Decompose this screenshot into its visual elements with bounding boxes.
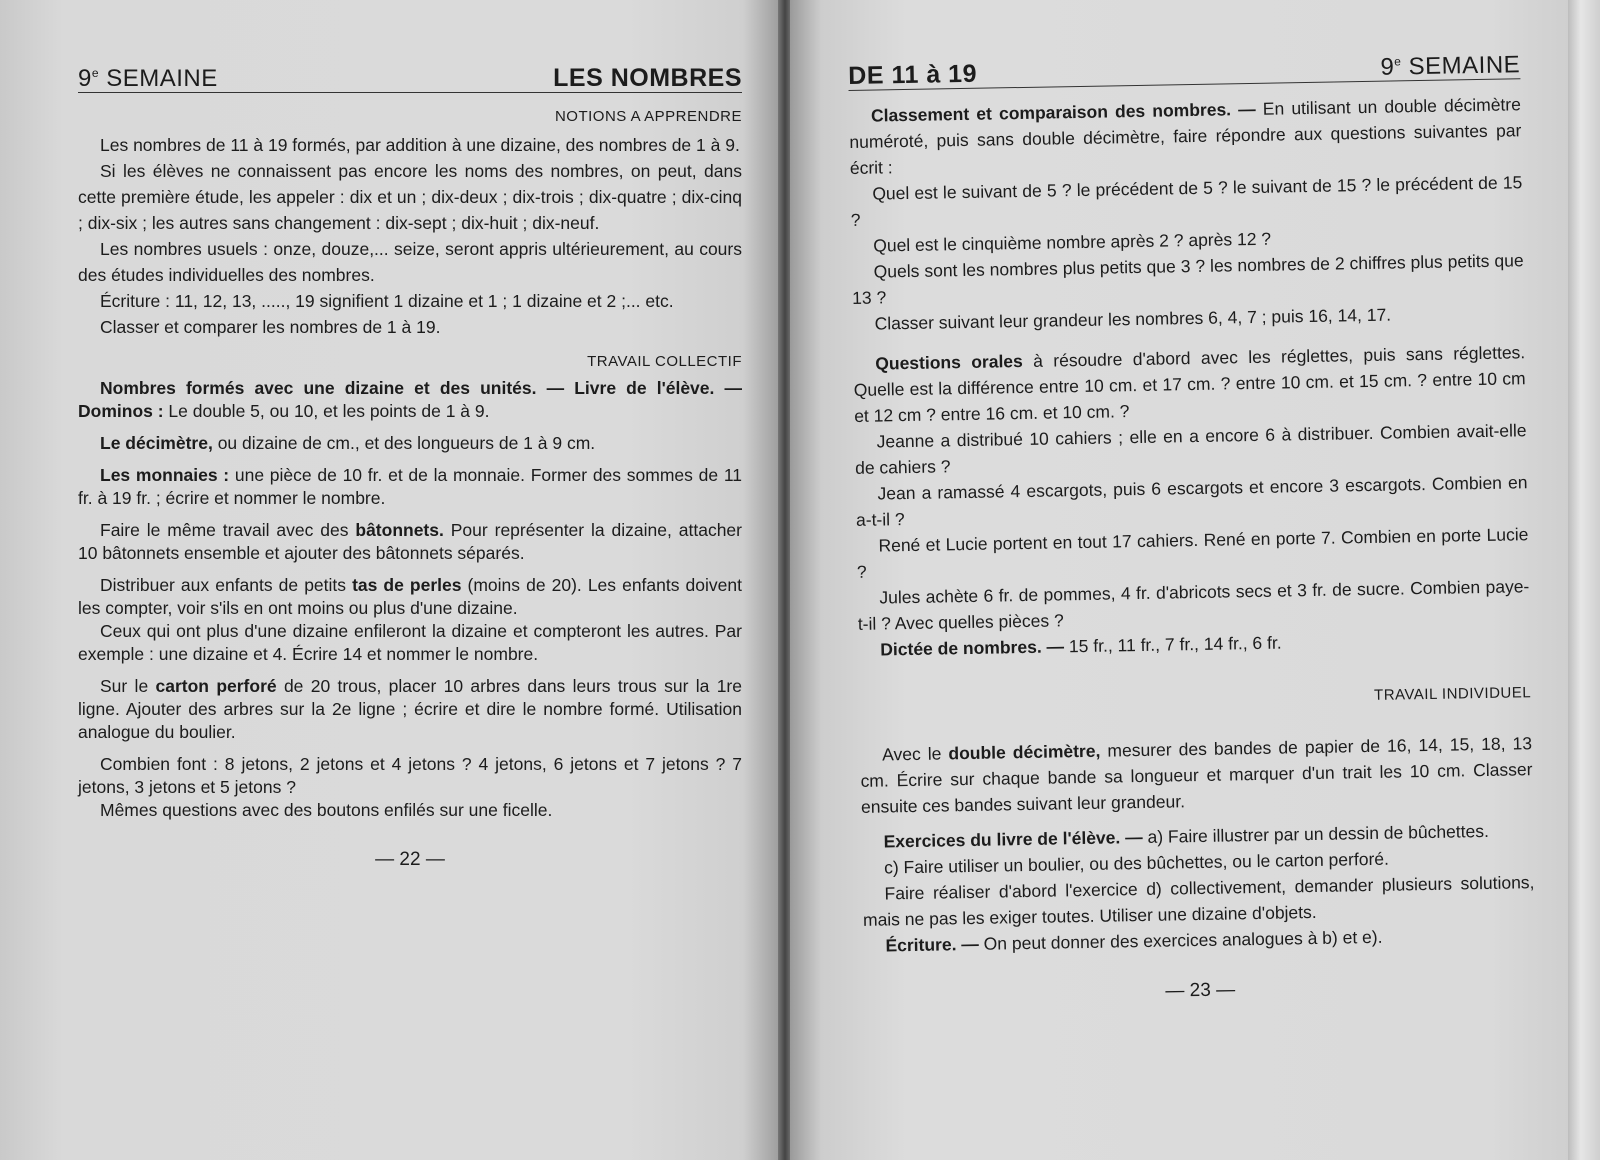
text-run: à résoudre d'abord avec les réglettes, puis sans réglettes. Quelle est la différence entre 10 cm. et 17 cm. ? entre 10 cm. et 15 cm. ? entre 10 cm et 12 cm ? entre 16 cm. et 10 cm. ? <box>853 342 1526 426</box>
text-run: Si les élèves ne connaissent pas encore les noms des nombres, on peut, dans cette première étude, les appeler : dix et un ; dix-deux ; dix-trois ; dix-quatre ; dix-cinq ; dix-six ; les autres sans changement : dix-sept ; dix-huit ; dix-neuf. <box>78 161 742 233</box>
paragraph <box>853 339 1526 429</box>
paragraph <box>78 675 742 744</box>
section-title: NOTIONS A APPRENDRE <box>554 108 742 125</box>
bold-text: Écriture. — <box>885 933 979 956</box>
text-run: Jeanne a distribué 10 cahiers ; elle en a encore 6 à distribuer. Combien avait-elle de cahiers ? <box>854 420 1527 478</box>
bold-text: Le décimètre, <box>100 433 213 453</box>
text-run: mesurer des bandes de papier de 16, 14, 15, 18, 13 cm. Écrire sur chaque bande sa longueur et marquer d'un trait les 10 cm. Classer ensuite ces bandes suivant leur grandeur. <box>860 733 1533 817</box>
right-page <box>790 0 1568 1160</box>
paragraph <box>78 132 742 158</box>
text-run: c) Faire utiliser un boulier, ou des bûchettes, ou le carton perforé. <box>883 848 1390 878</box>
text-run: Faire le même travail avec des <box>100 520 356 540</box>
bold-text: tas de perles <box>352 575 462 595</box>
text-run: Quels sont les nombres plus petits que 3 ? les nombres de 2 chiffres plus petits que 13 ? <box>851 250 1524 308</box>
text-run: Les nombres de 11 à 19 formés, par addition à une dizaine, des nombres de 1 à 9. <box>100 135 740 155</box>
text-run: a) Faire illustrer par un dessin de bûchettes. <box>1142 820 1490 847</box>
paragraph <box>78 158 742 236</box>
text-run: Sur le <box>100 676 156 696</box>
text-run: Classer suivant leur grandeur les nombres 6, 4, 7 ; puis 16, 14, 17. <box>874 304 1392 334</box>
bold-text: Dictée de nombres. — <box>880 636 1065 660</box>
week-number: 9 <box>1380 53 1395 81</box>
text-run: Jules achète 6 fr. de pommes, 4 fr. d'abricots secs et 3 fr. de sucre. Combien paye-t-il ? Avec quelles pièces ? <box>857 576 1530 634</box>
paragraph <box>78 377 742 423</box>
text-run: René et Lucie portent en tout 17 cahiers. René en porte 7. Combien en porte Lucie ? <box>856 524 1529 582</box>
paragraph <box>78 574 742 620</box>
bold-text: Questions orales <box>875 350 1023 374</box>
section-title: TRAVAIL COLLECTIF <box>587 353 742 370</box>
paragraph <box>78 314 742 340</box>
text-run: Écriture : 11, 12, 13, ....., 19 signifient 1 dizaine et 1 ; 1 dizaine et 2 ;... etc. <box>100 291 674 311</box>
text-run: Distribuer aux enfants de petits <box>100 575 353 595</box>
text-run: Classer et comparer les nombres de 1 à 19. <box>100 317 441 337</box>
text-run: Avec le <box>881 743 949 765</box>
text-run: On peut donner des exercices analogues à b) et e). <box>978 926 1383 954</box>
week-label <box>78 62 218 90</box>
page-title: LES NOMBRES <box>553 64 742 92</box>
page-edges <box>1568 0 1600 1160</box>
bold-text: double décimètre, <box>948 740 1101 764</box>
text-run: Combien font : 8 jetons, 2 jetons et 4 jetons ? 4 jetons, 6 jetons et 7 jetons ? 7 jetons, 3 jetons et 5 jetons ? <box>78 754 742 797</box>
bold-text: Les monnaies : <box>100 465 230 485</box>
text-run: Ceux qui ont plus d'une dizaine enfileront la dizaine et compteront les autres. Par exemple : une dizaine et 4. Écrire 14 et nommer le nombre. <box>78 621 742 664</box>
page-number: — 23 — <box>1165 979 1236 1002</box>
paragraph <box>78 464 742 510</box>
paragraph <box>78 288 742 314</box>
page-title: DE 11 à 19 <box>848 59 978 90</box>
paragraph <box>78 799 742 822</box>
paragraph <box>849 91 1522 181</box>
text-run: Jean a ramassé 4 escargots, puis 6 escargots et encore 3 escargots. Combien en a-t-il ? <box>855 472 1528 530</box>
paragraph <box>78 432 742 455</box>
left-page-content <box>78 62 742 871</box>
text-run: Quel est le suivant de 5 ? le précédent de 5 ? le suivant de 15 ? le précédent de 15 ? <box>850 172 1523 230</box>
text-run: Pour représenter la dizaine, attacher 10 bâtonnets ensemble et ajouter des bâtonnets séparés. <box>78 520 742 563</box>
text-run: Quel est le cinquième nombre après 2 ? après 12 ? <box>873 228 1272 256</box>
text-run: (moins de 20). Les enfants doivent les compter, voir s'ils en ont moins ou plus d'une dizaine. <box>78 575 742 618</box>
week-number: 9 <box>78 65 92 92</box>
page-header <box>848 48 1520 91</box>
week-word: SEMAINE <box>99 65 218 92</box>
paragraph <box>78 753 742 799</box>
week-word: SEMAINE <box>1401 51 1521 81</box>
week-superscript: e <box>91 66 100 80</box>
paragraph <box>860 730 1533 820</box>
bold-text: Exercices du livre de l'élève. — <box>883 826 1143 852</box>
text-run: de 20 trous, placer 10 arbres dans leurs trous sur la 1re ligne. Ajouter des arbres sur la 2e ligne ; écrire et dire le nombre formé. Utilisation analogue du boulier. <box>78 676 742 742</box>
section-title: TRAVAIL INDIVIDUEL <box>1373 684 1532 704</box>
page-number: — 22 — <box>375 849 445 870</box>
right-page-content <box>848 48 1536 1008</box>
week-superscript: e <box>1394 54 1402 69</box>
bold-text: Classement et comparaison des nombres. — <box>870 98 1256 126</box>
text-run: Faire réaliser d'abord l'exercice d) collectivement, demander plusieurs solutions, mais ne pas les exiger toutes. Utiliser une dizaine d'objets. <box>862 872 1535 930</box>
bold-text: bâtonnets. <box>355 520 444 540</box>
page-header <box>78 62 742 93</box>
text-run: Mêmes questions avec des boutons enfilés sur une ficelle. <box>100 800 553 820</box>
paragraph <box>78 620 742 666</box>
bold-text: carton perforé <box>155 676 277 696</box>
paragraph <box>78 236 742 288</box>
text-run: ou dizaine de cm., et des longueurs de 1 à 9 cm. <box>212 433 596 453</box>
bold-text: Nombres formés avec une dizaine et des unités. — Livre de l'élève. — Dominos : <box>78 378 742 421</box>
week-label <box>1380 48 1521 81</box>
text-run: Le double 5, ou 10, et les points de 1 à 9. <box>163 401 490 421</box>
text-run: En utilisant un double décimètre numéroté, puis sans double décimètre, faire répondre aux questions suivantes par écrit : <box>849 94 1522 178</box>
text-run: Les nombres usuels : onze, douze,... seize, seront appris ultérieurement, au cours des études individuelles des nombres. <box>78 239 742 285</box>
paragraph <box>78 519 742 565</box>
text-run: 15 fr., 11 fr., 7 fr., 14 fr., 6 fr. <box>1063 632 1282 657</box>
text-run: une pièce de 10 fr. et de la monnaie. Former des sommes de 11 fr. à 19 fr. ; écrire et nommer le nombre. <box>78 465 742 508</box>
left-page <box>0 0 782 1160</box>
